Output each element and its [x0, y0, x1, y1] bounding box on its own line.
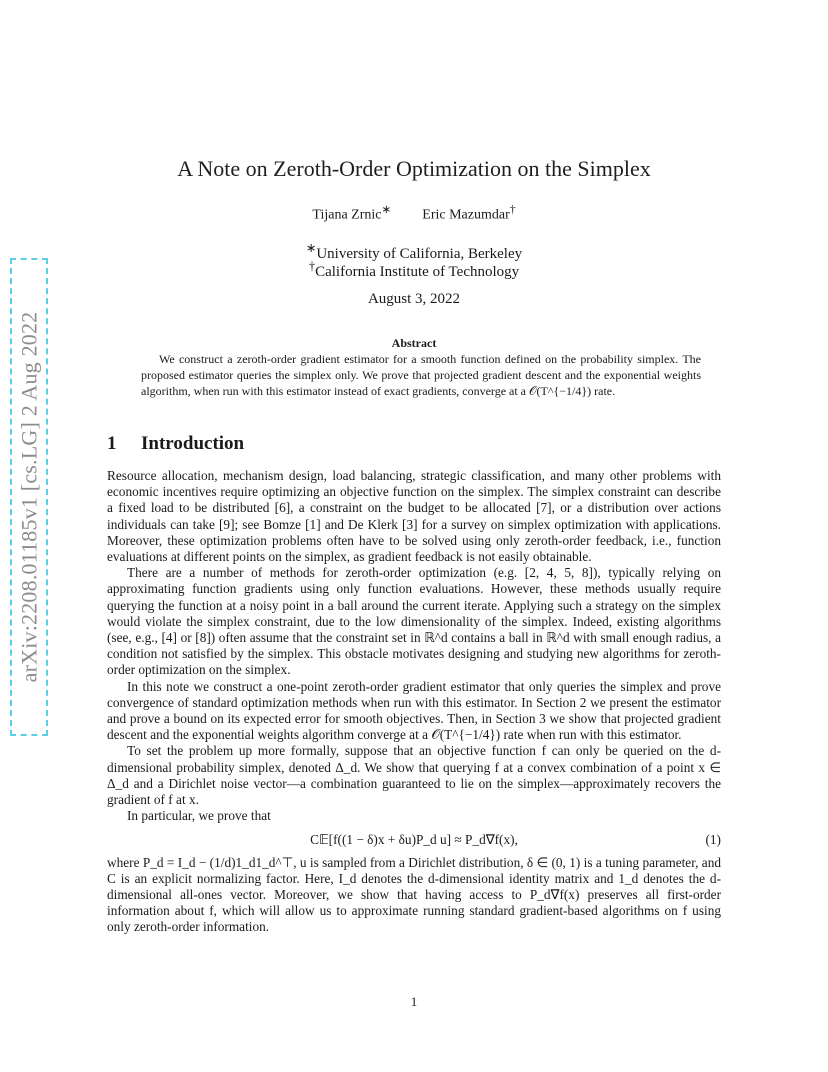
- section-heading: [107, 433, 244, 455]
- paragraph: In particular, we prove that: [127, 808, 271, 824]
- author-mark: †: [509, 203, 516, 216]
- paper-date: August 3, 2022: [367, 291, 461, 307]
- paper-title: A Note on Zeroth-Order Optimization on the Simplex: [177, 156, 651, 181]
- paragraph: To set the problem up more formally, suppose that an objective function f can only be queried on the d-dimensional probability simplex, denoted Δ_d. We show that querying f at a convex combination of a point x ∈ Δ_d and a Dirichlet noise vector—a combination guaranteed to lie on the simplex—approximately recovers the gradient of f at x.: [107, 743, 721, 808]
- section-title: Introduction: [141, 433, 245, 454]
- affiliation-name: University of California, Berkeley: [316, 246, 523, 262]
- section-number: 1: [107, 433, 117, 454]
- paragraph: where P_d = I_d − (1/d)1_d1_d^⊤, u is sampled from a Dirichlet distribution, δ ∈ (0, 1) is a tuning parameter, and C is an explicit normalizing factor. Here, I_d denotes the d-dimensional identity matrix and 1_d denotes the d-dimensional all-ones vector. Moreover, we show that having access to P_d∇f(x) preserves all first-order information about f, which will allow us to approximate running standard gradient-based algorithms on f using only zeroth-order information.: [107, 854, 721, 935]
- affiliation: [0, 259, 828, 281]
- paragraph: In this note we construct a one-point zeroth-order gradient estimator that only queries the simplex and prove convergence of standard optimization methods when run with this estimator. In Section 2 we present the estimator and prove a bound on its expected error for smooth objectives. Then, in Section 3 we show that projected gradient descent and the exponential weights algorithm converge at a 𝒪(T^{−1/4}) rate when run with this estimator.: [107, 678, 721, 743]
- paragraph: Resource allocation, mechanism design, load balancing, strategic classification, and many other problems with economic incentives require optimizing an objective function on the simplex. The simplex constraint can describe a fixed load to be distributed [6], a constraint on the budget to be allocated [7], or a distribution over actions individuals can take [9]; see Bomze [1] and De Klerk [3] for a survey on simplex optimization with applications. Moreover, these optimization problems often have to be solved using only zeroth-order feedback, i.e., function evaluations at different points on the simplex, as gradient feedback is not easily obtainable.: [107, 468, 721, 565]
- author-mark: ∗: [381, 203, 392, 216]
- equation-body: C𝔼[f((1 − δ)x + δu)P_d u] ≈ P_d∇f(x),: [310, 832, 518, 848]
- affiliation-mark: ∗: [305, 241, 317, 255]
- author-name: Eric Mazumdar: [422, 207, 510, 223]
- abstract-heading: Abstract: [391, 336, 437, 350]
- page-number: 1: [410, 994, 418, 1009]
- affiliation-name: California Institute of Technology: [315, 264, 520, 280]
- equation-number: (1): [705, 832, 721, 848]
- body-text: [107, 468, 721, 936]
- arxiv-stamp[interactable]: [10, 258, 48, 736]
- equation: [107, 832, 721, 848]
- author-name: Tijana Zrnic: [312, 207, 382, 223]
- arxiv-stamp-text: arXiv:2208.01185v1 [cs.LG] 2 Aug 2022: [16, 311, 42, 683]
- author-list: [0, 202, 828, 224]
- affiliation-mark: †: [308, 259, 316, 273]
- abstract-text: We construct a zeroth-order gradient estimator for a smooth function defined on the probability simplex. The proposed estimator queries the simplex only. We prove that projected gradient descent and the exponential weights algorithm, when run with this estimator instead of exact gradients, converge at a 𝒪(T^{−1/4}) rate.: [141, 352, 701, 398]
- paragraph: There are a number of methods for zeroth-order optimization (e.g. [2, 4, 5, 8]), typically relying on approximating function gradients using only function evaluations. However, these methods usually require querying the function at a noisy point in a ball around the current iterate. Applying such a strategy on the simplex would violate the simplex constraint, due to the low dimensionality of the simplex. Indeed, existing algorithms (see, e.g., [4] or [8]) often assume that the constraint set in ℝ^d contains a ball in ℝ^d with small enough radius, a condition not satisfied by the simplex. This obstacle motivates designing and studying new algorithms for zeroth-order optimization on the simplex.: [107, 565, 721, 678]
